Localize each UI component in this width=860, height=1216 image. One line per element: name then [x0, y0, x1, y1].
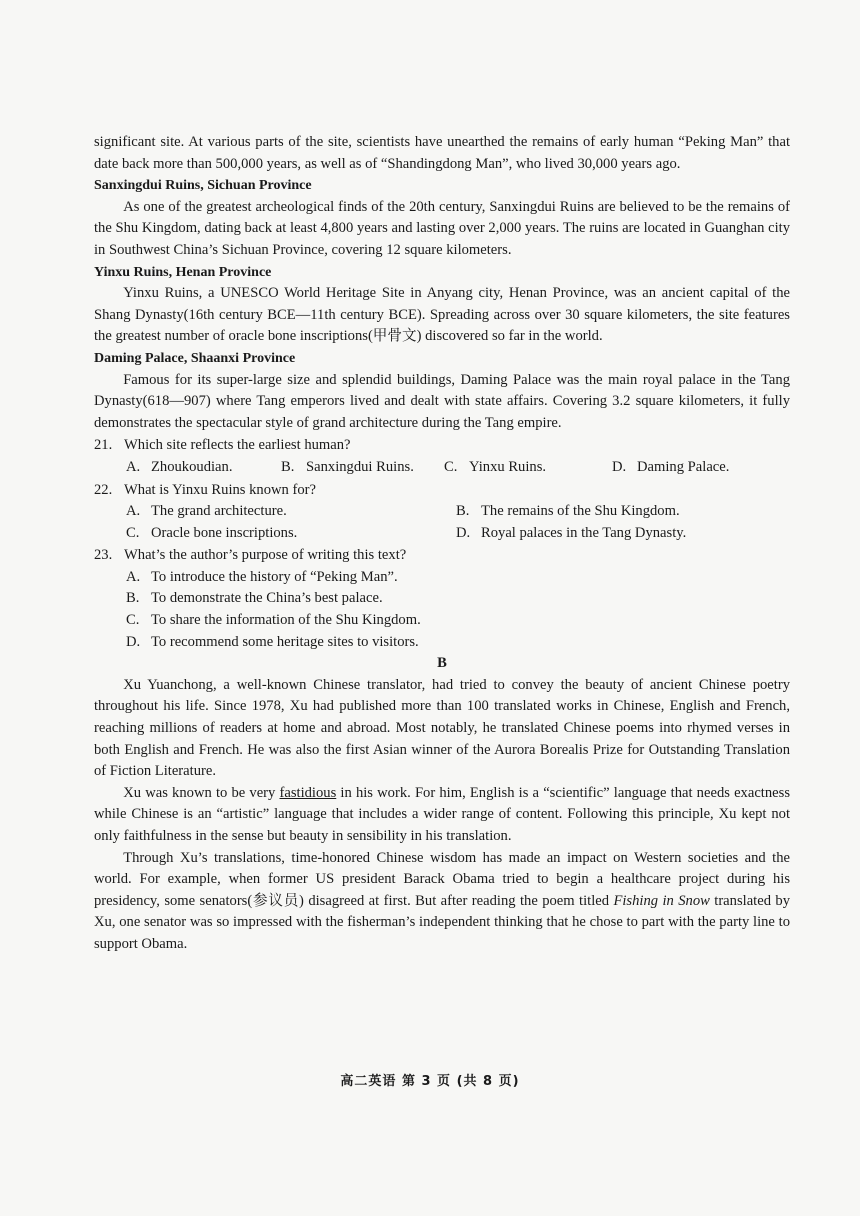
option-d[interactable]: D. To recommend some heritage sites to visitors.: [126, 633, 419, 650]
option-c[interactable]: C. Yinxu Ruins.: [444, 458, 547, 475]
options-row: [126, 457, 790, 479]
option-d[interactable]: D. Daming Palace.: [612, 458, 730, 475]
question-stem: [94, 480, 790, 502]
site-section-daming: [94, 348, 790, 434]
intro-paragraph: significant site. At various parts of the site, scientists have unearthed the remains of early human “Peking Man” that date back more than 500,000 years, as well as of “Shandingdong Man”, who lived 30,000 years ago.: [94, 134, 790, 172]
question-21: [94, 435, 790, 478]
option-a[interactable]: A. To introduce the history of “Peking Man”.: [126, 568, 398, 585]
site-heading: Sanxingdui Ruins, Sichuan Province: [94, 178, 312, 194]
question-23: [94, 545, 790, 653]
underlined-word: fastidious: [279, 784, 337, 801]
question-stem: [94, 435, 790, 457]
option-b[interactable]: B. To demonstrate the China’s best palace.: [126, 590, 383, 607]
option-b[interactable]: B. The remains of the Shu Kingdom.: [456, 503, 680, 520]
options-column: [126, 567, 790, 653]
passage-b-paragraph-2: Xu was known to be very fastidious in his work. For him, English is a “scientific” language that needs exactness while Chinese is an “artistic” language that includes a wider range of content. Following this principle, Xu kept not only faithfulness in the sense but beauty in sensibility in his translation.: [94, 784, 790, 844]
option-a[interactable]: A. The grand architecture.: [126, 503, 287, 520]
site-paragraph: Famous for its super-large size and splendid buildings, Daming Palace was the main royal palace in the Tang Dynasty(618—907) where Tang emperors lived and dealt with state affairs. Covering 3.2 square kilometers, it fully demonstrates the spectacular style of grand architecture during the Tang empire.: [94, 371, 790, 431]
site-section-yinxu: [94, 262, 790, 348]
option-a[interactable]: A. Zhoukoudian.: [126, 458, 233, 475]
site-heading: Daming Palace, Shaanxi Province: [94, 350, 296, 366]
question-22: [94, 480, 790, 545]
page-footer: 高二英语 第 3 页 (共 8 页): [340, 1074, 520, 1089]
option-d[interactable]: D. Royal palaces in the Tang Dynasty.: [456, 524, 687, 541]
question-text: What is Yinxu Ruins known for?: [124, 481, 316, 498]
site-paragraph: As one of the greatest archeological finds of the 20th century, Sanxingdui Ruins are believed to be the remains of the Shu Kingdom, dating back at least 4,800 years and lasting over 2,000 years. The ruins are located in Guanghan city in Southwest China’s Sichuan Province, covering 12 square kilometers.: [94, 198, 790, 258]
option-c[interactable]: C. To share the information of the Shu Kingdom.: [126, 612, 421, 629]
option-b[interactable]: B. Sanxingdui Ruins.: [281, 458, 414, 475]
question-text: Which site reflects the earliest human?: [124, 437, 351, 454]
site-heading: Yinxu Ruins, Henan Province: [94, 264, 272, 280]
options-grid: [126, 501, 790, 544]
question-number: 23.: [94, 547, 113, 564]
exam-page-content: [94, 132, 790, 956]
site-paragraph: Yinxu Ruins, a UNESCO World Heritage Site in Anyang city, Henan Province, was an ancient capital of the Shang Dynasty(16th century BCE—11th century BCE). Spreading across over 30 square kilometers, the site features the greatest number of oracle bone inscriptions(甲骨文) discovered so far in the world.: [94, 285, 790, 345]
question-number: 21.: [94, 437, 113, 454]
passage-b-paragraph-1: Xu Yuanchong, a well-known Chinese translator, had tried to convey the beauty of ancient Chinese poetry throughout his life. Since 1978, Xu had published more than 100 translated works in Chinese, English and French, reaching millions of readers at home and abroad. Most notably, he translated Chinese poems into rhymed verses in both English and French. He was also the first Asian winner of the Aurora Borealis Prize for Outstanding Translation of Fiction Literature.: [94, 676, 790, 780]
poem-title: Fishing in Snow: [613, 892, 710, 909]
passage-b-paragraph-3: Through Xu’s translations, time-honored Chinese wisdom has made an impact on Western societies and the world. For example, when former US president Barack Obama tried to begin a healthcare project during his presidency, some senators(参议员) disagreed at first. But after reading the poem titled Fishing in Snow translated by Xu, one senator was so impressed with the fisherman’s independent thinking that he chose to part with the party line to support Obama.: [94, 849, 791, 952]
passage-b-title: B: [437, 655, 447, 672]
question-text: What’s the author’s purpose of writing this text?: [124, 547, 407, 564]
site-section-sanxingdui: [94, 175, 790, 261]
option-c[interactable]: C. Oracle bone inscriptions.: [126, 524, 298, 541]
question-number: 22.: [94, 481, 113, 498]
question-stem: [94, 545, 790, 567]
